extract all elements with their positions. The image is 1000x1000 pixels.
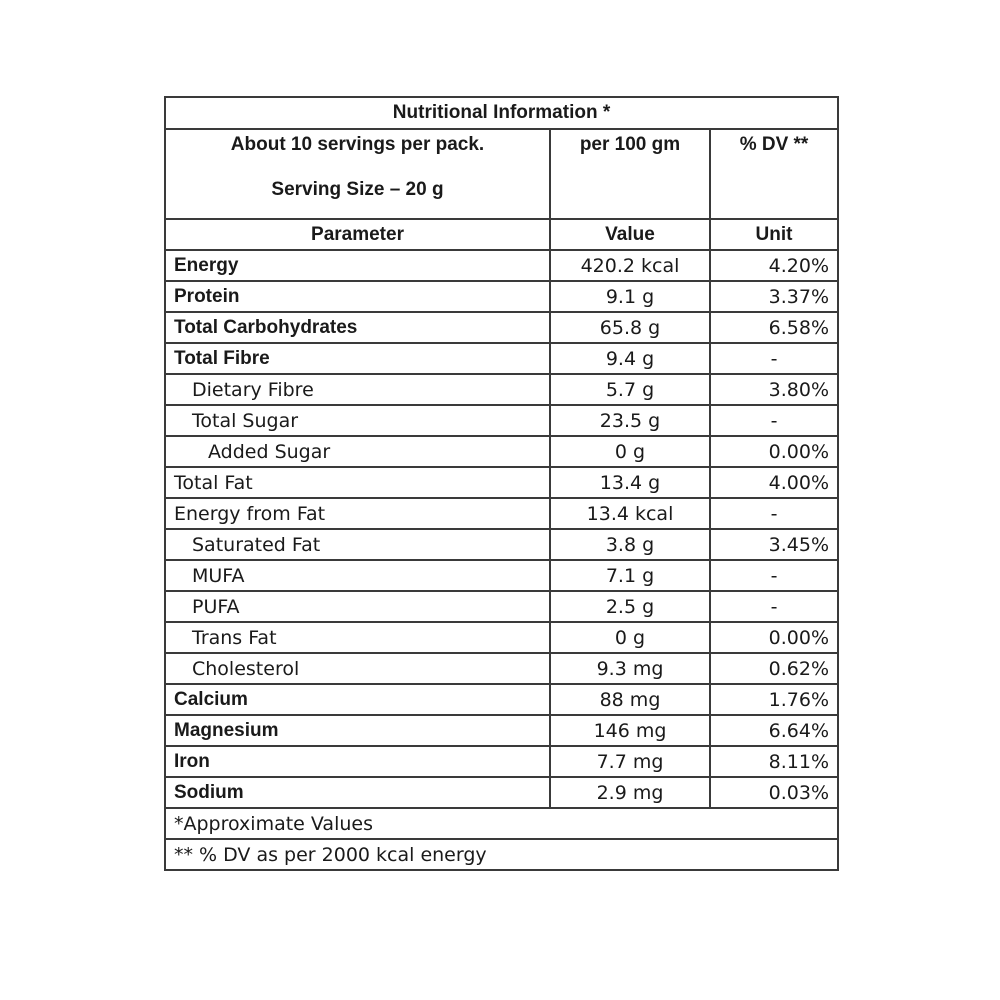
row-dv: 0.03% <box>710 777 838 808</box>
row-parameter: Added Sugar <box>165 436 550 467</box>
servings-row <box>165 129 838 219</box>
row-dv: 8.11% <box>710 746 838 777</box>
row-value: 3.8 g <box>550 529 710 560</box>
row-value: 9.1 g <box>550 281 710 312</box>
row-parameter: Sodium <box>165 777 550 808</box>
table-row <box>165 529 838 560</box>
row-value: 23.5 g <box>550 405 710 436</box>
row-dv: - <box>710 560 838 591</box>
value-header: Value <box>550 219 710 250</box>
row-parameter: Total Fibre <box>165 343 550 374</box>
serving-size: Serving Size – 20 g <box>271 179 444 200</box>
servings-cell <box>165 129 550 219</box>
footnote-row <box>165 839 838 870</box>
row-dv: - <box>710 498 838 529</box>
row-dv: 4.20% <box>710 250 838 281</box>
row-value: 88 mg <box>550 684 710 715</box>
row-parameter: Calcium <box>165 684 550 715</box>
row-dv: 1.76% <box>710 684 838 715</box>
row-dv: - <box>710 591 838 622</box>
row-value: 420.2 kcal <box>550 250 710 281</box>
row-parameter: Cholesterol <box>165 653 550 684</box>
row-dv: 3.45% <box>710 529 838 560</box>
dv-header: % DV ** <box>710 129 838 219</box>
table-row <box>165 374 838 405</box>
row-value: 9.4 g <box>550 343 710 374</box>
table-row <box>165 312 838 343</box>
row-value: 146 mg <box>550 715 710 746</box>
table-row <box>165 281 838 312</box>
row-parameter: Energy from Fat <box>165 498 550 529</box>
footnote-dv-basis: ** % DV as per 2000 kcal energy <box>165 839 838 870</box>
table-row <box>165 405 838 436</box>
table-row <box>165 436 838 467</box>
row-parameter: Energy <box>165 250 550 281</box>
unit-header: Unit <box>710 219 838 250</box>
row-dv: 3.37% <box>710 281 838 312</box>
row-value: 9.3 mg <box>550 653 710 684</box>
row-value: 5.7 g <box>550 374 710 405</box>
table-row <box>165 715 838 746</box>
row-dv: - <box>710 343 838 374</box>
row-dv: 0.00% <box>710 436 838 467</box>
table-row <box>165 684 838 715</box>
row-dv: 0.62% <box>710 653 838 684</box>
row-value: 65.8 g <box>550 312 710 343</box>
row-value: 7.1 g <box>550 560 710 591</box>
row-parameter: MUFA <box>165 560 550 591</box>
row-value: 0 g <box>550 436 710 467</box>
row-value: 13.4 kcal <box>550 498 710 529</box>
row-dv: - <box>710 405 838 436</box>
table-row <box>165 250 838 281</box>
row-parameter: Total Carbohydrates <box>165 312 550 343</box>
table-row <box>165 498 838 529</box>
row-dv: 3.80% <box>710 374 838 405</box>
nutrition-facts-table <box>164 96 839 871</box>
row-parameter: Magnesium <box>165 715 550 746</box>
row-parameter: Total Sugar <box>165 405 550 436</box>
row-dv: 6.58% <box>710 312 838 343</box>
row-value: 0 g <box>550 622 710 653</box>
parameter-header: Parameter <box>165 219 550 250</box>
row-parameter: Dietary Fibre <box>165 374 550 405</box>
row-dv: 6.64% <box>710 715 838 746</box>
row-value: 2.9 mg <box>550 777 710 808</box>
footnote-row <box>165 808 838 839</box>
row-parameter: PUFA <box>165 591 550 622</box>
column-header-row <box>165 219 838 250</box>
row-parameter: Saturated Fat <box>165 529 550 560</box>
row-parameter: Iron <box>165 746 550 777</box>
servings-per-pack: About 10 servings per pack. <box>230 134 485 155</box>
table-row <box>165 343 838 374</box>
title-row <box>165 97 838 129</box>
row-parameter: Trans Fat <box>165 622 550 653</box>
row-dv: 4.00% <box>710 467 838 498</box>
row-dv: 0.00% <box>710 622 838 653</box>
table-row <box>165 746 838 777</box>
table-title: Nutritional Information * <box>165 97 838 129</box>
row-value: 2.5 g <box>550 591 710 622</box>
table-row <box>165 560 838 591</box>
table-row <box>165 622 838 653</box>
row-value: 13.4 g <box>550 467 710 498</box>
row-value: 7.7 mg <box>550 746 710 777</box>
table-row <box>165 777 838 808</box>
table-row <box>165 653 838 684</box>
per-100g-header: per 100 gm <box>550 129 710 219</box>
table-row <box>165 591 838 622</box>
footnote-approximate: *Approximate Values <box>165 808 838 839</box>
row-parameter: Protein <box>165 281 550 312</box>
row-parameter: Total Fat <box>165 467 550 498</box>
table-row <box>165 467 838 498</box>
